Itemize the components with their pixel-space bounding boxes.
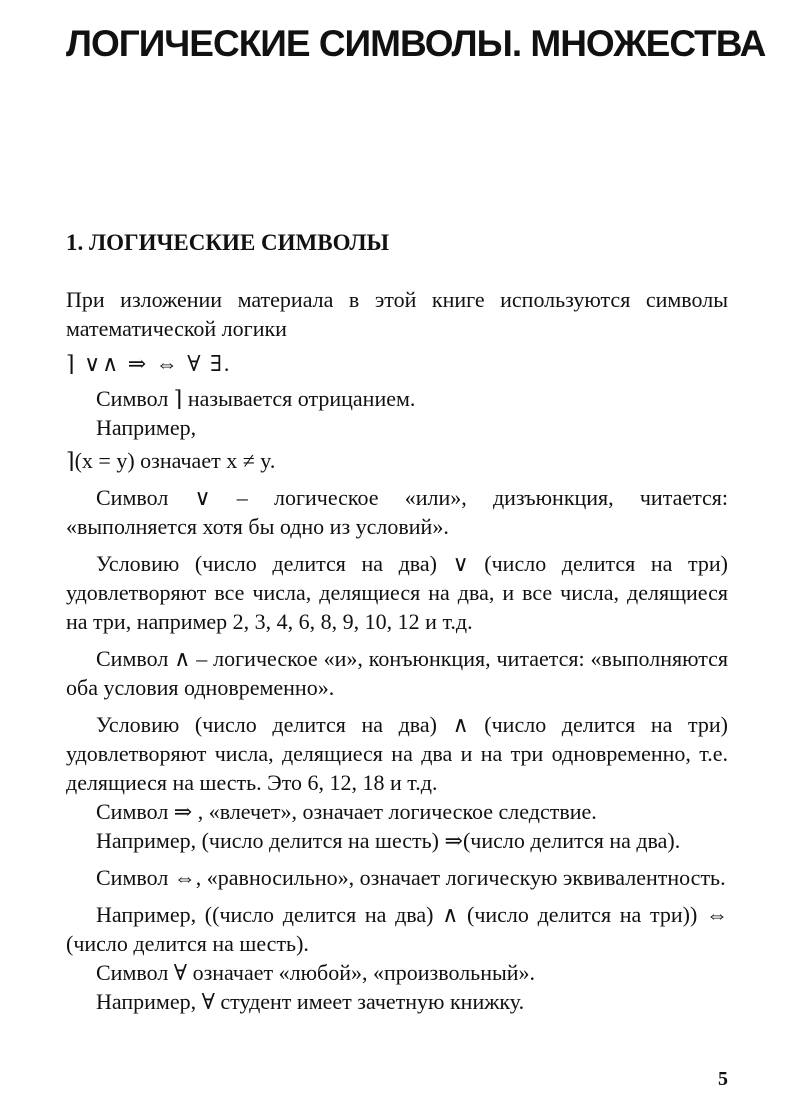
paragraph-equivalence: Символ ⇔, «равносильно», означает логическую эквивалентность. [96,865,726,890]
paragraph-negation: Символ ⌉ называется отрицанием. [96,386,416,411]
paragraph-conjunction-example: Условию (число делится на два) ∧ (число делится на три) удовлетворяют числа, делящиеся на два и на три одновременно, т.е. делящиеся на шесть. Это 6, 12, 18 и т.д. [66,712,728,795]
chapter-title: ЛОГИЧЕСКИЕ СИМВОЛЫ. МНОЖЕСТВА [66,23,766,64]
paragraph-equivalence-example: Например, ((число делится на два) ∧ (число делится на три)) ⇔ (число делится на шесть). [66,902,728,956]
paragraph-disjunction: Символ ∨ – логическое «или», дизъюнкция, читается: «выполняется хотя бы одно из условий». [66,485,728,539]
paragraph-implication: Символ ⇒ , «влечет», означает логическое следствие. [96,799,597,824]
paragraph-intro: При изложении материала в этой книге используются символы математической логики [66,287,728,341]
paragraph-disjunction-example: Условию (число делится на два) ∨ (число делится на три) удовлетворяют все числа, делящиеся на два, и все числа, делящиеся на три, например 2, 3, 4, 6, 8, 9, 10, 12 и т.д. [66,551,728,634]
paragraph-example-label: Например, [96,415,197,440]
symbol-list: ⌉ ∨∧ ⇒ ⇔ ∀ ∃. [66,351,232,376]
paragraph-conjunction: Символ ∧ – логическое «и», конъюнкция, читается: «выполняются оба условия одновременно». [66,646,728,700]
paragraph-universal: Символ ∀ означает «любой», «произвольный». [96,960,536,985]
page-number: 5 [718,1068,728,1090]
body-text [66,285,728,1016]
paragraph-implication-example: Например, (число делится на шесть) ⇒(число делится на два). [96,828,681,853]
paragraph-universal-example: Например, ∀ студент имеет зачетную книжку. [96,989,525,1014]
formula-negation: ⌉(x = y) означает x ≠ y. [66,448,276,473]
section-title: 1. ЛОГИЧЕСКИЕ СИМВОЛЫ [66,230,390,255]
